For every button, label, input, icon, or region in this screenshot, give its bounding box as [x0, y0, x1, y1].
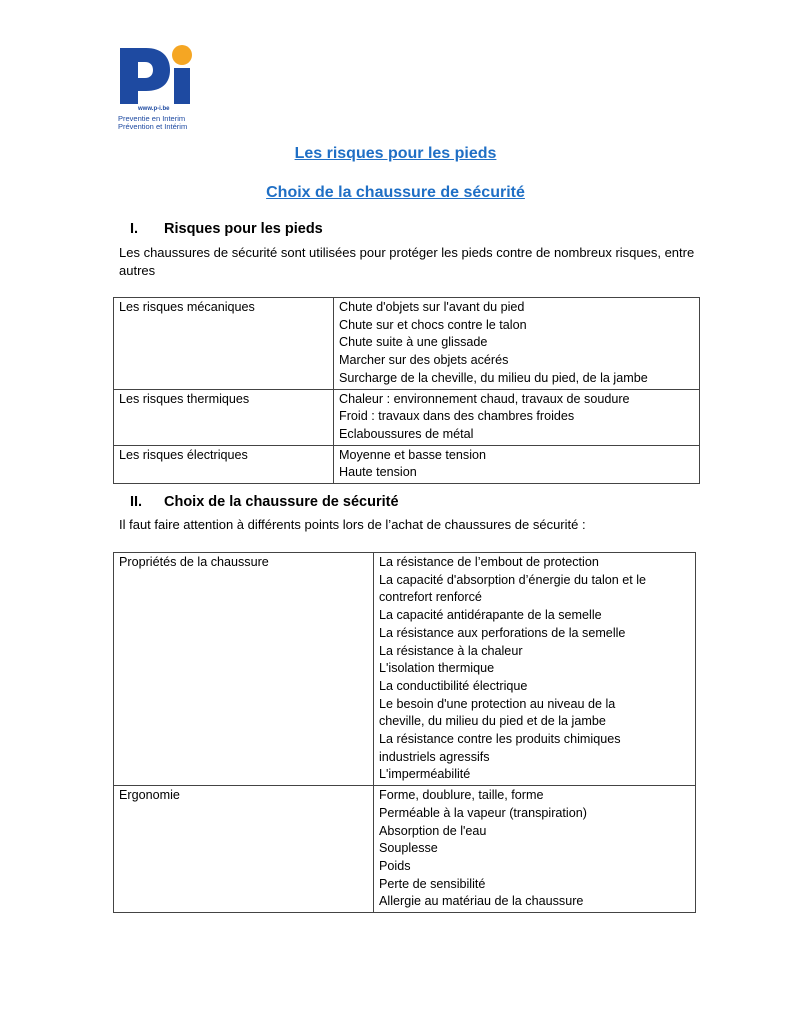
criteria-item: Le besoin d'une protection au niveau de la [379, 696, 616, 711]
logo-tagline-nl: Preventie en Interim [118, 114, 186, 123]
risk-item: Chute suite à une glissade [339, 335, 488, 350]
criteria-item: Souplesse [379, 841, 438, 856]
criteria-item: Perméable à la vapeur (transpiration) [379, 805, 587, 820]
criteria-items [374, 786, 696, 913]
table-row [114, 786, 696, 913]
criteria-item: Absorption de l'eau [379, 823, 487, 838]
risk-item: Eclaboussures de métal [339, 426, 474, 441]
criteria-item: industriels agressifs [379, 749, 490, 764]
company-logo [118, 44, 198, 134]
criteria-category: Propriétés de la chaussure [114, 553, 374, 786]
criteria-item: La capacité antidérapante de la semelle [379, 608, 602, 623]
pi-logo-mark [118, 44, 198, 106]
table-row [114, 298, 700, 390]
section-heading-choice [130, 494, 399, 510]
criteria-item: L'imperméabilité [379, 767, 471, 782]
risk-item: Moyenne et basse tension [339, 447, 487, 462]
risk-category: Les risques thermiques [114, 389, 334, 445]
table-row [114, 389, 700, 445]
section-heading-risks [130, 221, 323, 237]
risk-item: Chaleur : environnement chaud, travaux de soudure [339, 391, 630, 406]
criteria-item: cheville, du milieu du pied et de la jambe [379, 714, 606, 729]
criteria-item: L'isolation thermique [379, 661, 495, 676]
risk-items [334, 298, 700, 390]
section-title: Choix de la chaussure de sécurité [164, 494, 399, 510]
criteria-category: Ergonomie [114, 786, 374, 913]
shoe-choice-table [113, 552, 696, 913]
logo-tagline-fr: Prévention et Intérim [118, 122, 188, 131]
section-intro-risks: Les chaussures de sécurité sont utilisées pour protéger les pieds contre de nombreux risques, entre autres [119, 245, 695, 278]
section-number: I. [130, 221, 139, 237]
criteria-item: contrefort renforcé [379, 590, 482, 605]
criteria-item: La capacité d'absorption d’énergie du talon et le [379, 572, 647, 587]
section-intro-choice: Il faut faire attention à différents points lors de l’achat de chaussures de sécurité : [119, 517, 586, 532]
criteria-item: La résistance aux perforations de la semelle [379, 625, 626, 640]
risk-items [334, 445, 700, 483]
criteria-items [374, 553, 696, 786]
criteria-item: La résistance de l’embout de protection [379, 555, 599, 569]
criteria-item: Forme, doublure, taille, forme [379, 788, 544, 803]
section-title: Risques pour les pieds [164, 221, 323, 237]
logo-url: www.p-i.be [138, 106, 170, 112]
document-subtitle: Choix de la chaussure de sécurité [266, 184, 525, 201]
risk-category: Les risques mécaniques [114, 298, 334, 390]
table-row [114, 553, 696, 786]
risk-item: Surcharge de la cheville, du milieu du pied, de la jambe [339, 370, 648, 385]
criteria-item: Allergie au matériau de la chaussure [379, 894, 584, 909]
criteria-item: La résistance à la chaleur [379, 643, 523, 658]
table-row [114, 445, 700, 483]
criteria-item: La résistance contre les produits chimiques [379, 732, 621, 747]
risk-item: Froid : travaux dans des chambres froides [339, 409, 575, 424]
risk-item: Chute d'objets sur l'avant du pied [339, 300, 525, 314]
risk-item: Marcher sur des objets acérés [339, 353, 509, 368]
risk-category: Les risques électriques [114, 445, 334, 483]
criteria-item: Perte de sensibilité [379, 876, 486, 891]
criteria-item: La conductibilité électrique [379, 678, 528, 693]
criteria-item: Poids [379, 858, 411, 873]
document-title: Les risques pour les pieds [294, 145, 497, 162]
risk-items [334, 389, 700, 445]
risk-item: Haute tension [339, 465, 417, 480]
section-number: II. [130, 494, 143, 510]
risks-table [113, 297, 700, 484]
risk-item: Chute sur et chocs contre le talon [339, 317, 527, 332]
